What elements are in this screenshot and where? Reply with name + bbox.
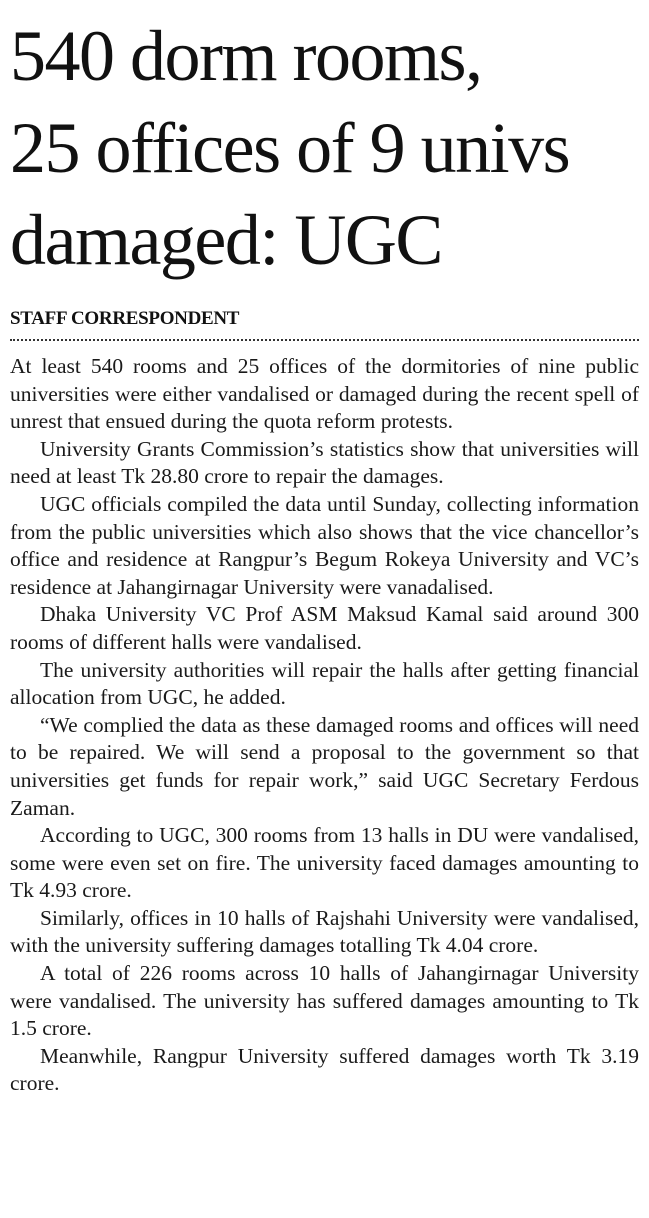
headline-line: 540 dorm rooms, (10, 16, 482, 96)
paragraph: At least 540 rooms and 25 offices of the dormitories of nine public universities were either vandalised or damaged during the recent spell of unrest that ensued during the quota reform protests. (10, 354, 639, 434)
article-body (10, 353, 639, 1098)
dotted-divider (10, 339, 639, 341)
paragraph: UGC officials compiled the data until Sunday, collecting information from the public universities which also shows that the vice chancellor’s office and residence at Rangpur’s Begum Rokeya University and VC’s residence at Jahangirnagar University were vanadalised. (10, 491, 639, 599)
paragraph: University Grants Commission’s statistics show that universities will need at least Tk 28.80 crore to repair the damages. (10, 436, 639, 489)
paragraph: According to UGC, 300 rooms from 13 halls in DU were vandalised, some were even set on fire. The university faced damages amounting to Tk 4.93 crore. (10, 823, 639, 903)
paragraph: A total of 226 rooms across 10 halls of Jahangirnagar University were vandalised. The university has suffered damages amounting to Tk 1.5 crore. (10, 961, 639, 1041)
paragraph: Dhaka University VC Prof ASM Maksud Kamal said around 300 rooms of different halls were vandalised. (10, 602, 639, 654)
paragraph: Meanwhile, Rangpur University suffered damages worth Tk 3.19 crore. (10, 1043, 639, 1096)
paragraph: Similarly, offices in 10 halls of Rajshahi University were vandalised, with the university suffering damages totalling Tk 4.04 crore. (10, 905, 639, 958)
headline-line: 25 offices of 9 univs (10, 108, 570, 188)
headline-line: damaged: UGC (10, 200, 442, 280)
paragraph: The university authorities will repair the halls after getting financial allocation from UGC, he added. (10, 657, 639, 710)
byline: STAFF CORRESPONDENT (10, 308, 240, 329)
headline (10, 10, 639, 286)
paragraph: “We complied the data as these damaged rooms and offices will need to be repaired. We will send a proposal to the government so that universities get funds for repair work,” said UGC Secretary Ferdous Zaman. (10, 712, 639, 820)
